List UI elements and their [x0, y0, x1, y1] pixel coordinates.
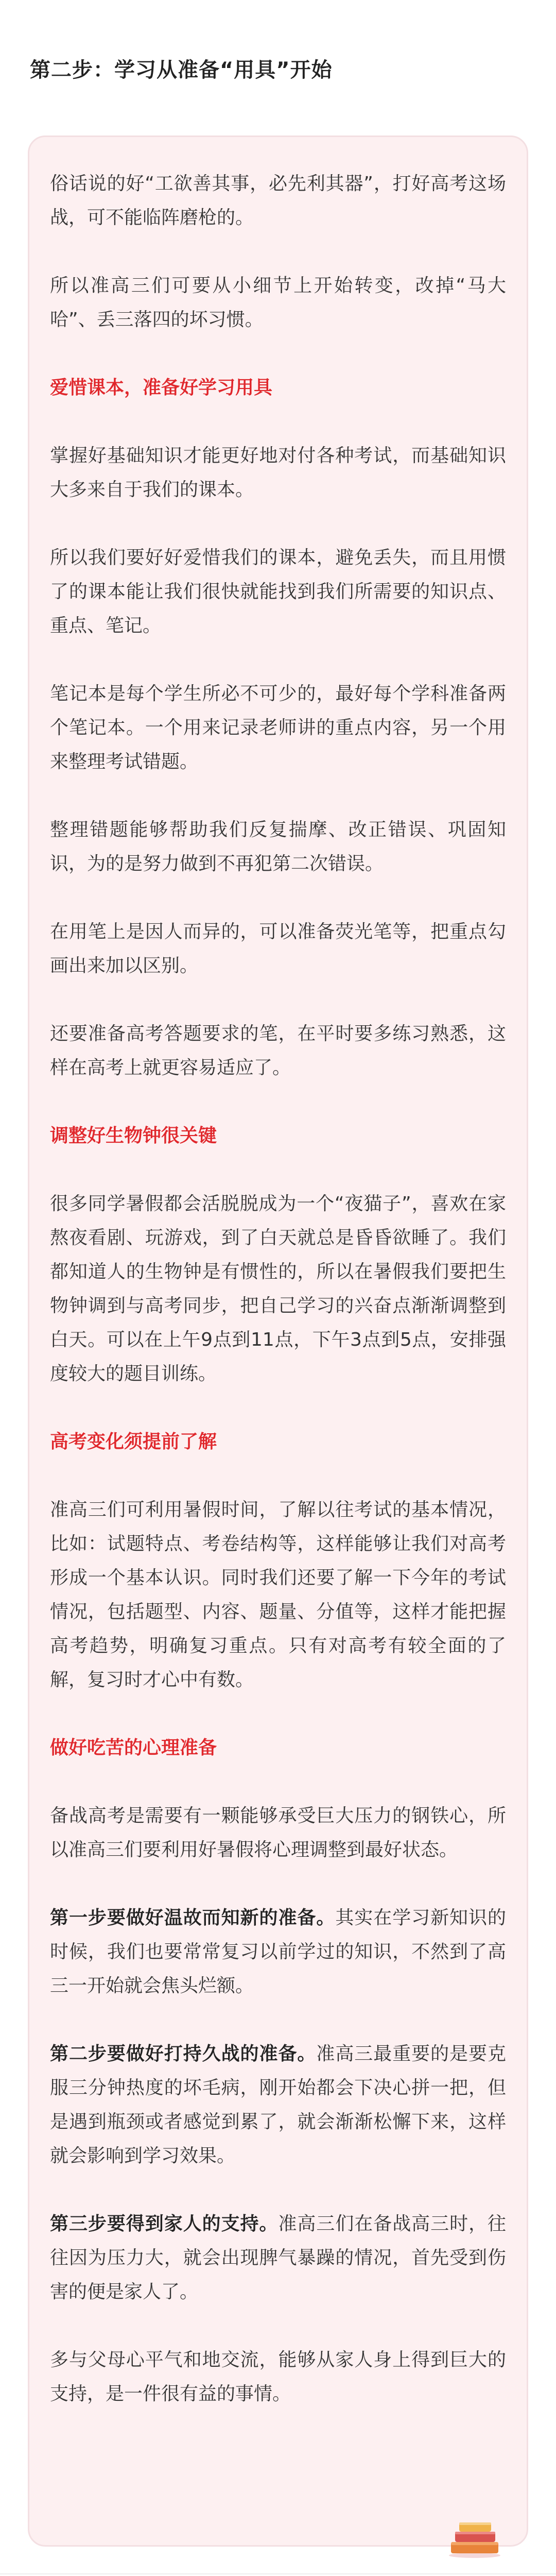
- step-lead: 第二步要做好打持久战的准备。: [50, 2043, 317, 2064]
- paragraph: 掌握好基础知识才能更好地对付各种考试，而基础知识大多来自于我们的课本。: [50, 445, 506, 500]
- step-text: 其实在学习新知识的时候，我们也要常常复习以前学过的知识，不然到了高三一开始就会焦头烂额。: [50, 1907, 506, 1996]
- paragraph: 在用笔上是因人而异的，可以准备荧光笔等，把重点勾画出来加以区别。: [50, 921, 506, 976]
- paragraph: 笔记本是每个学生所必不可少的，最好每个学科准备两个笔记本。一个用来记录老师讲的重点内容，另一个用来整理考试错题。: [50, 683, 506, 772]
- paragraph: [50, 2207, 506, 2309]
- books-icon: [444, 2517, 506, 2558]
- paragraph: 所以我们要好好爱惜我们的课本，避免丢失，而且用惯了的课本能让我们很快就能找到我们所需要的知识点、重点、笔记。: [50, 547, 506, 636]
- paragraph: 俗话说的好“工欲善其事，必先利其器”，打好高考这场战，可不能临阵磨枪的。: [50, 173, 506, 228]
- page-title: 第二步：学习从准备“用具”开始: [30, 58, 333, 82]
- section-heading: 做好吃苦的心理准备: [50, 1737, 217, 1758]
- paragraph: 所以准高三们可要从小细节上开始转变，改掉“马大哈”、丢三落四的坏习惯。: [50, 275, 506, 330]
- paragraph: 备战高考是需要有一颗能够承受巨大压力的钢铁心，所以准高三们要利用好暑假将心理调整到最好状态。: [50, 1805, 506, 1860]
- divider: [0, 2573, 556, 2574]
- section-heading: 爱惜课本，准备好学习用具: [50, 377, 273, 398]
- step-lead: 第三步要得到家人的支持。: [50, 2213, 279, 2234]
- paragraph: 多与父母心平气和地交流，能够从家人身上得到巨大的支持，是一件很有益的事情。: [50, 2349, 506, 2404]
- step-text: 准高三最重要的是要克服三分钟热度的坏毛病，刚开始都会下决心拼一把，但是遇到瓶颈或者感觉到累了，就会渐渐松懈下来，这样就会影响到学习效果。: [50, 2043, 506, 2166]
- paragraph: 准高三们可利用暑假时间，了解以往考试的基本情况，比如：试题特点、考卷结构等，这样能够让我们对高考形成一个基本认识。同时我们还要了解一下今年的考试情况，包括题型、内容、题量、分值等，这样才能把握高考趋势，明确复习重点。只有对高考有较全面的了解，复习时才心中有数。: [50, 1499, 506, 1690]
- paragraph: 很多同学暑假都会活脱脱成为一个“夜猫子”，喜欢在家熬夜看剧、玩游戏，到了白天就总是昏昏欲睡了。我们都知道人的生物钟是有惯性的，所以在暑假我们要把生物钟调到与高考同步，把自己学习的兴奋点渐渐调整到白天。可以在上午9点到11点，下午3点到5点，安排强度较大的题目训练。: [50, 1193, 506, 1384]
- paragraph: [50, 1901, 506, 2003]
- paragraph: 整理错题能够帮助我们反复揣摩、改正错误、巩固知识，为的是努力做到不再犯第二次错误。: [50, 819, 506, 874]
- section-heading: 调整好生物钟很关键: [50, 1125, 217, 1146]
- paragraph: 还要准备高考答题要求的笔，在平时要多练习熟悉，这样在高考上就更容易适应了。: [50, 1023, 506, 1078]
- article-card: [28, 135, 528, 2547]
- step-lead: 第一步要做好温故而知新的准备。: [50, 1907, 336, 1928]
- section-heading: 高考变化须提前了解: [50, 1431, 217, 1452]
- paragraph: [50, 2037, 506, 2173]
- section-header: [30, 47, 333, 89]
- step-text: 准高三们在备战高三时，往往因为压力大，就会出现脾气暴躁的情况，首先受到伤害的便是家人了。: [50, 2213, 506, 2302]
